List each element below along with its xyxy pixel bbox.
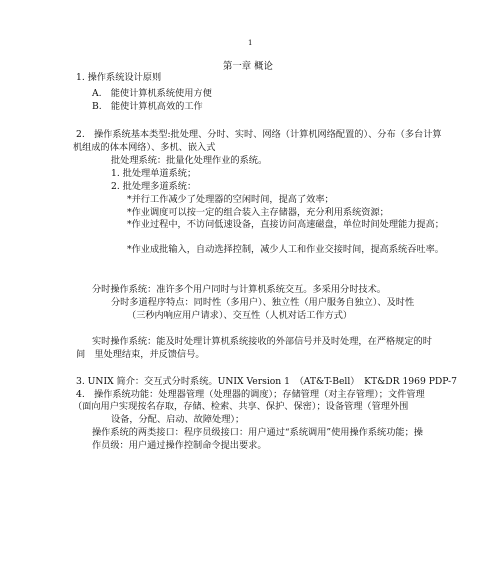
chapter-title: 第一章 概论 bbox=[223, 61, 273, 72]
batch-feature-4: *作业成批输入，自动选择控制，减少人工和作业交接时间，提高系统吞吐率。 bbox=[127, 244, 444, 255]
batch-feature-3: *作业过程中，不访问低速设备，直接访问高速磁盘，单位时间处理能力提高； bbox=[127, 219, 444, 230]
batch-feature-2: *作业调度可以按一定的组合装入主存储器，充分利用系统资源； bbox=[127, 207, 389, 218]
page-number: 1 bbox=[248, 39, 253, 47]
batch-multi: 2. 批处理多道系统： bbox=[111, 181, 197, 192]
timesharing-features-cont: （三秒内响应用户请求）、交互性（人机对话工作方式） bbox=[127, 310, 353, 321]
timesharing-features: 分时多道程序特点：同时性（多用户）、独立性（用户服务自独立）、及时性 bbox=[111, 297, 415, 308]
realtime-line2: 间 里处理结束，并反馈信号。 bbox=[76, 349, 205, 360]
principle-a: A. 能使计算机系统使用方便 bbox=[92, 88, 212, 99]
interfaces-line2: 作员级：用户通过操作控制命令提出要求。 bbox=[92, 440, 267, 451]
batch-intro: 批处理系统：批量化处理作业的系统。 bbox=[111, 155, 268, 166]
batch-feature-1: *并行工作减少了处理器的空闲时间，提高了效率； bbox=[127, 194, 334, 205]
realtime-line1: 实时操作系统：能及时处理计算机系统接收的外部信号并及时处理，在严格规定的时 bbox=[92, 336, 432, 347]
functions-line3: 设备，分配、启动、故障处理）； bbox=[111, 414, 245, 425]
timesharing-intro: 分时操作系统：准许多个用户同时与计算机系统交互。多采用分时技术。 bbox=[92, 284, 386, 295]
section1-heading: 1. 操作系统设计原则 bbox=[76, 72, 162, 83]
principle-b: B. 能使计算机高效的工作 bbox=[92, 101, 203, 112]
section2-line1: 2. 操作系统基本类型:批处理、分时、实时、网络（计算机网络配置的）、分布（多台计算 bbox=[76, 129, 442, 140]
batch-single: 1. 批处理单道系统； bbox=[111, 168, 197, 179]
interfaces-line1: 操作系统的两类接口：程序员级接口：用户通过“系统调用”使用操作系统功能；操 bbox=[92, 427, 423, 438]
section2-line2: 机组成的体本网络）、多机、嵌入式 bbox=[73, 142, 216, 153]
functions-line2: （面向用户实现按名存取，存储、检索、共享、保护、保密）；设备管理（管理外围 bbox=[73, 401, 409, 412]
unix-intro: 3. UNIX 简介：交互式分时系统。UNIX Version 1 （AT&T-Bell） KT&DR 1969 PDP-7 bbox=[76, 376, 457, 387]
functions-line1: 4. 操作系统功能：处理器管理（处理器的调度）；存储管理（对主存管理）；文件管理 bbox=[76, 389, 425, 400]
